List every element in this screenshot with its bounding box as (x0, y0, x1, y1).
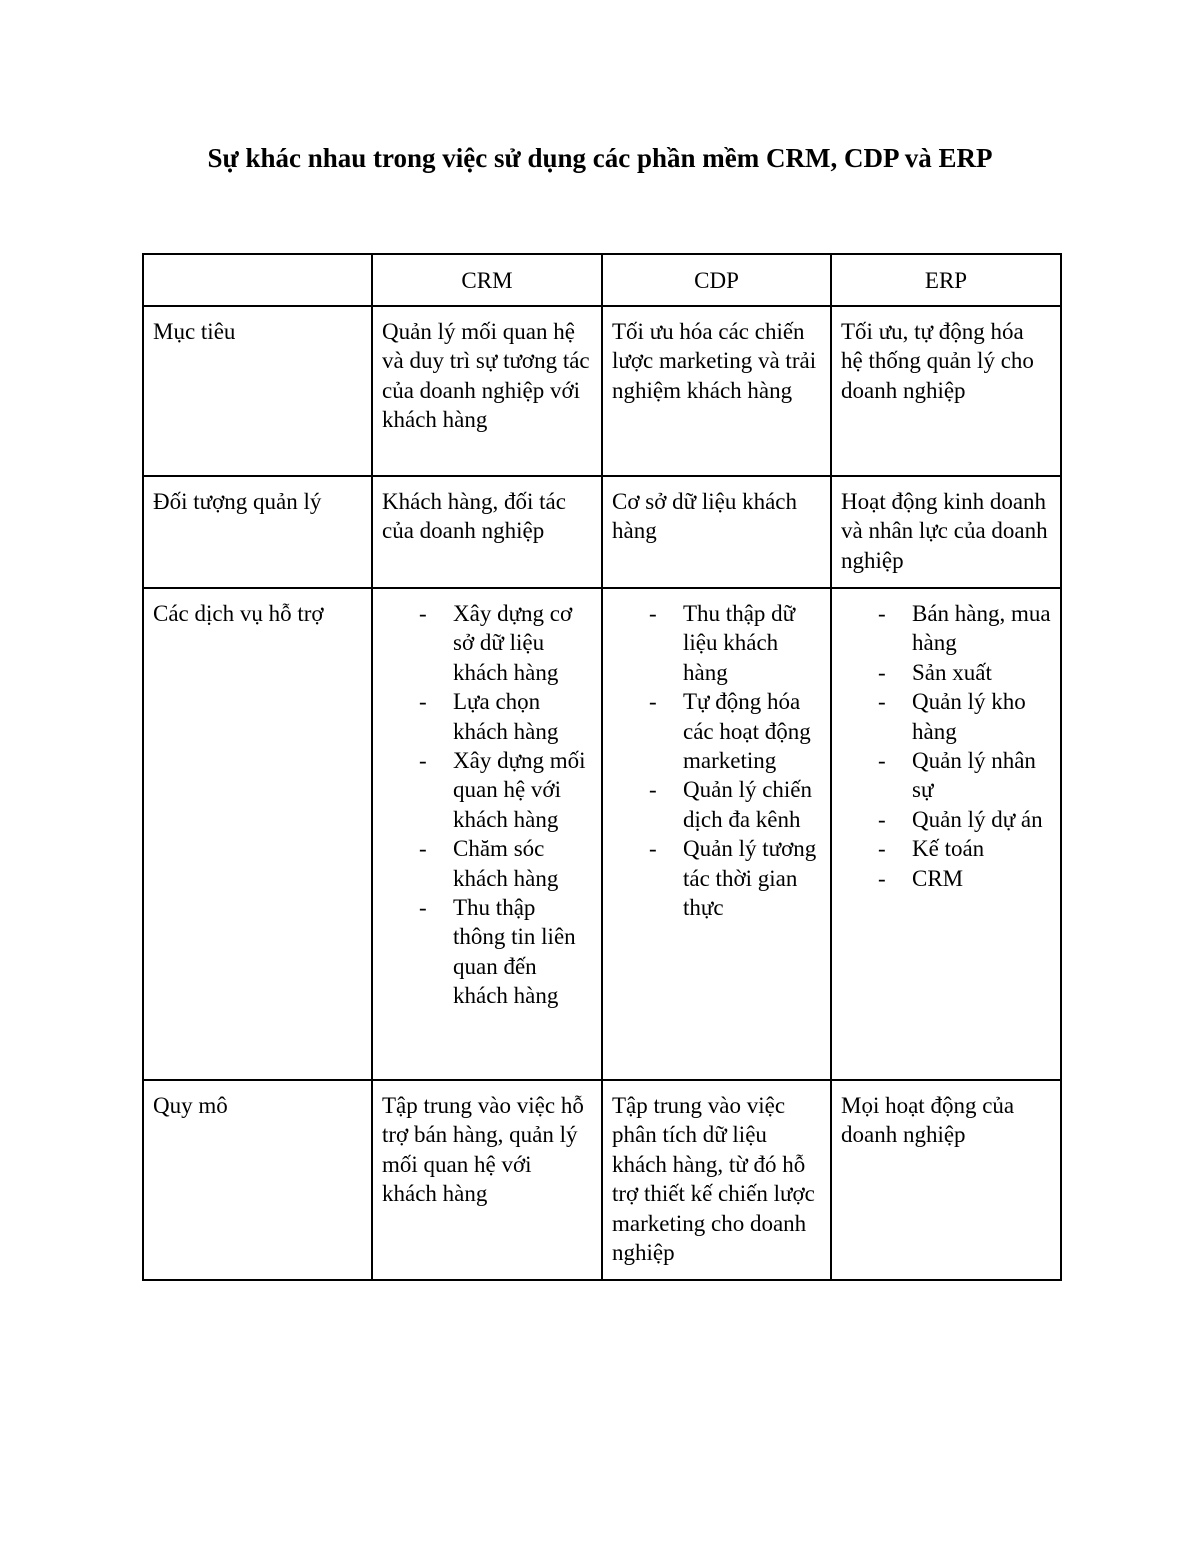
list-item: - Bán hàng, mua hàng (912, 599, 1051, 658)
table-row-services (143, 588, 1061, 1080)
services-cdp-list (612, 599, 821, 922)
list-item: - Quản lý nhân sự (912, 746, 1051, 805)
list-item: - Quản lý dự án (912, 805, 1051, 834)
header-erp: ERP (831, 254, 1061, 306)
subject-cdp: Cơ sở dữ liệu khách hàng (602, 476, 831, 588)
subject-crm: Khách hàng, đối tác của doanh nghiệp (372, 476, 602, 588)
list-item: - Thu thập dữ liệu khách hàng (683, 599, 821, 687)
list-item: - Chăm sóc khách hàng (453, 834, 592, 893)
services-crm (372, 588, 602, 1080)
row-label-services: Các dịch vụ hỗ trợ (143, 588, 372, 1080)
table-row-subject (143, 476, 1061, 588)
list-item: - CRM (912, 864, 1051, 893)
list-item: - Quản lý kho hàng (912, 687, 1051, 746)
header-empty-cell (143, 254, 372, 306)
scale-crm: Tập trung vào việc hỗ trợ bán hàng, quản lý mối quan hệ với khách hàng (372, 1080, 602, 1280)
goal-cdp: Tối ưu hóa các chiến lược marketing và trải nghiệm khách hàng (602, 306, 831, 476)
table-row-goal (143, 306, 1061, 476)
list-item: - Lựa chọn khách hàng (453, 687, 592, 746)
subject-erp: Hoạt động kinh doanh và nhân lực của doanh nghiệp (831, 476, 1061, 588)
list-item: - Sản xuất (912, 658, 1051, 687)
goal-crm: Quản lý mối quan hệ và duy trì sự tương tác của doanh nghiệp với khách hàng (372, 306, 602, 476)
goal-erp: Tối ưu, tự động hóa hệ thống quản lý cho doanh nghiệp (831, 306, 1061, 476)
row-label-subject: Đối tượng quản lý (143, 476, 372, 588)
header-crm: CRM (372, 254, 602, 306)
list-item: - Kế toán (912, 834, 1051, 863)
list-item: - Xây dựng mối quan hệ với khách hàng (453, 746, 592, 834)
table-row-scale (143, 1080, 1061, 1280)
services-erp-list (841, 599, 1051, 893)
scale-cdp: Tập trung vào việc phân tích dữ liệu khách hàng, từ đó hỗ trợ thiết kế chiến lược marketing cho doanh nghiệp (602, 1080, 831, 1280)
table-header-row (143, 254, 1061, 306)
header-cdp: CDP (602, 254, 831, 306)
row-label-goal: Mục tiêu (143, 306, 372, 476)
comparison-table (142, 253, 1062, 1281)
services-erp (831, 588, 1061, 1080)
list-item: - Tự động hóa các hoạt động marketing (683, 687, 821, 775)
list-item: - Quản lý chiến dịch đa kênh (683, 775, 821, 834)
services-cdp (602, 588, 831, 1080)
document-title: Sự khác nhau trong việc sử dụng các phần mềm CRM, CDP và ERP (207, 143, 993, 173)
row-label-scale: Quy mô (143, 1080, 372, 1280)
list-item: - Thu thập thông tin liên quan đến khách hàng (453, 893, 592, 1011)
services-crm-list (382, 599, 592, 1011)
scale-erp: Mọi hoạt động của doanh nghiệp (831, 1080, 1061, 1280)
list-item: - Quản lý tương tác thời gian thực (683, 834, 821, 922)
list-item: - Xây dựng cơ sở dữ liệu khách hàng (453, 599, 592, 687)
